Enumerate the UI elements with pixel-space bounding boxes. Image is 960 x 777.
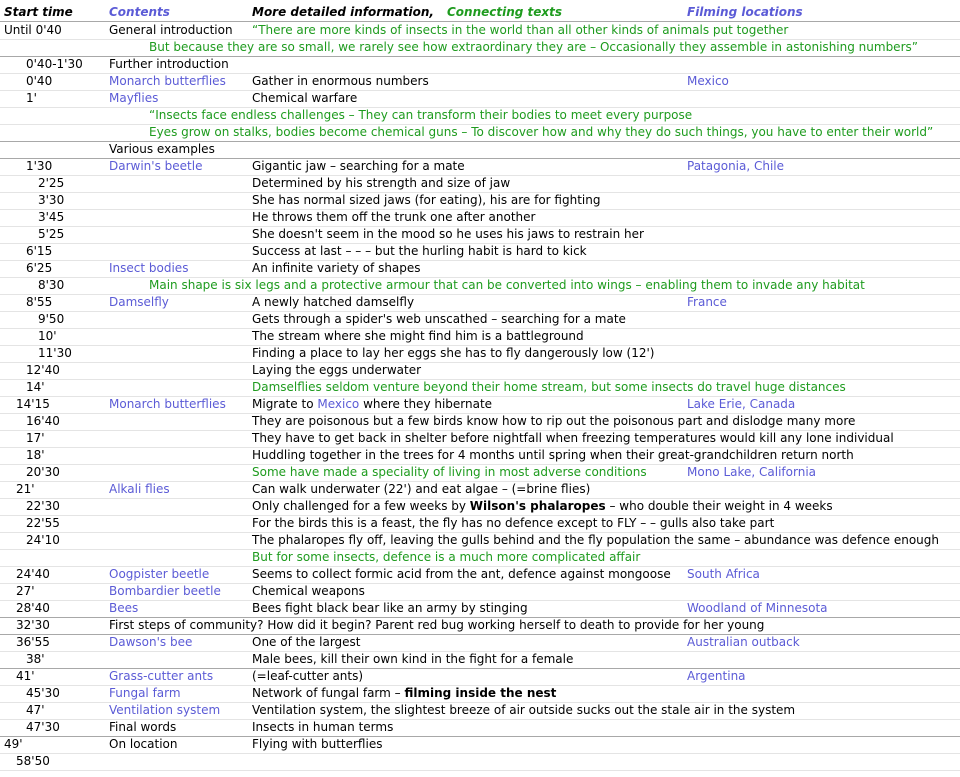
info-cell: Insects in human terms: [252, 720, 394, 734]
table-row: [0, 634, 960, 652]
table-row: [0, 447, 960, 465]
contents-cell: Mayflies: [109, 91, 159, 105]
contents-cell: Fungal farm: [109, 686, 181, 700]
connecting-text-cell: Main shape is six legs and a protective armour that can be converted into wings – enabling them to invade any habitat: [149, 278, 865, 292]
table-row: [0, 736, 960, 754]
contents-cell: Damselfly: [109, 295, 169, 309]
info-location-word: Mexico: [317, 397, 360, 411]
info-cell: Success at last – – – but the hurling habit is hard to kick: [252, 244, 587, 258]
start-time-cell: 0'40: [26, 74, 53, 88]
info-text: – who double their weight in 4 weeks: [605, 499, 833, 513]
info-text: Only challenged for a few weeks by: [252, 499, 470, 513]
start-time-cell: 24'40: [16, 567, 50, 581]
start-time-cell: 17': [26, 431, 45, 445]
table-row: [0, 396, 960, 414]
start-time-cell: 10': [38, 329, 57, 343]
filming-location-cell: Lake Erie, Canada: [687, 397, 796, 411]
contents-cell: Insect bodies: [109, 261, 189, 275]
start-time-cell: 47'30: [26, 720, 60, 734]
filming-location-cell: Argentina: [687, 669, 746, 683]
table-row: [0, 702, 960, 720]
contents-cell: Various examples: [109, 142, 215, 156]
info-cell: [252, 498, 833, 515]
info-cell: Laying the eggs underwater: [252, 363, 422, 377]
start-time-cell: 1': [26, 91, 37, 105]
contents-cell: Bees: [109, 601, 139, 615]
table-row: [0, 719, 960, 737]
start-time-cell: 21': [16, 482, 35, 496]
info-cell: The stream where she might find him is a battleground: [252, 329, 584, 343]
contents-cell: Monarch butterflies: [109, 397, 226, 411]
start-time-cell: 6'15: [26, 244, 53, 258]
start-time-cell: 9'50: [38, 312, 65, 326]
contents-cell: Bombardier beetle: [109, 584, 221, 598]
header-filming-locations: Filming locations: [687, 5, 803, 19]
filming-location-cell: France: [687, 295, 727, 309]
contents-cell: Final words: [109, 720, 177, 734]
info-cell: Male bees, kill their own kind in the fight for a female: [252, 652, 574, 666]
info-cell: Damselflies seldom venture beyond their home stream, but some insects do travel huge distances: [252, 380, 846, 394]
start-time-cell: 38': [26, 652, 45, 666]
table-row: [0, 90, 960, 108]
start-time-cell: 14'15: [16, 397, 50, 411]
table-row: [0, 124, 960, 142]
connecting-text-cell: Eyes grow on stalks, bodies become chemical guns – To discover how and why they do such things, you have to enter their world”: [149, 125, 934, 139]
table-row: [0, 73, 960, 91]
info-cell: They have to get back in shelter before nightfall when freezing temperatures would kill any lone individual: [252, 431, 894, 445]
start-time-cell: 11'30: [38, 346, 72, 360]
start-time-cell: 16'40: [26, 414, 60, 428]
info-cell: Can walk underwater (22') and eat algae – (=brine flies): [252, 482, 591, 496]
info-cell: Seems to collect formic acid from the ant, defence against mongoose: [252, 567, 671, 581]
table-row: [0, 413, 960, 431]
table-row: [0, 617, 960, 635]
table-row: [0, 192, 960, 210]
info-cell: For the birds this is a feast, the fly has no defence except to FLY – – gulls also take part: [252, 516, 775, 530]
info-cell: [252, 396, 492, 413]
contents-cell: Dawson's bee: [109, 635, 193, 649]
table-row: [0, 243, 960, 261]
start-time-cell: 49': [4, 737, 23, 751]
table-row: [0, 107, 960, 125]
info-cell: A newly hatched damselfly: [252, 295, 415, 309]
start-time-cell: 24'10: [26, 533, 60, 547]
start-time-cell: 14': [26, 380, 45, 394]
start-time-cell: 18': [26, 448, 45, 462]
info-cell: The phalaropes fly off, leaving the gulls behind and the fly population the same – abundance was defence enough: [252, 533, 939, 547]
table-row: [0, 515, 960, 533]
info-cell: Chemical warfare: [252, 91, 358, 105]
table-row: [0, 22, 960, 40]
info-cell: She doesn't seem in the mood so he uses his jaws to restrain her: [252, 227, 644, 241]
info-cell: An infinite variety of shapes: [252, 261, 421, 275]
info-cell: Some have made a speciality of living in most adverse conditions: [252, 465, 647, 479]
table-row: [0, 651, 960, 669]
table-row: [0, 260, 960, 278]
start-time-cell: 12'40: [26, 363, 60, 377]
start-time-cell: 27': [16, 584, 35, 598]
start-time-cell: 1'30: [26, 159, 53, 173]
filming-location-cell: South Africa: [687, 567, 760, 581]
table-row: [0, 294, 960, 312]
info-cell: Ventilation system, the slightest breeze of air outside sucks out the stale air in the system: [252, 703, 796, 717]
info-text: where they hibernate: [359, 397, 493, 411]
header-row: [0, 4, 960, 22]
contents-cell: Grass-cutter ants: [109, 669, 214, 683]
table-row: [0, 311, 960, 329]
start-time-cell: 28'40: [16, 601, 50, 615]
header-connecting-texts: Connecting texts: [447, 5, 563, 19]
info-text: Network of fungal farm –: [252, 686, 405, 700]
start-time-cell: 3'45: [38, 210, 65, 224]
start-time-cell: 20'30: [26, 465, 60, 479]
contents-cell: Oogpister beetle: [109, 567, 210, 581]
info-cell: Determined by his strength and size of jaw: [252, 176, 511, 190]
info-cell: Bees fight black bear like an army by stinging: [252, 601, 528, 615]
table-row: [0, 175, 960, 193]
filming-location-cell: Australian outback: [687, 635, 800, 649]
connecting-text-cell: “Insects face endless challenges – They can transform their bodies to meet every purpose: [149, 108, 693, 122]
table-row: [0, 141, 960, 159]
contents-cell: Alkali flies: [109, 482, 170, 496]
start-time-cell: 5'25: [38, 227, 65, 241]
start-time-cell: 32'30: [16, 618, 50, 632]
info-cell: Huddling together in the trees for 4 months until spring when their great-grandchildren return north: [252, 448, 854, 462]
contents-cell: Ventilation system: [109, 703, 221, 717]
connecting-text-cell: But because they are so small, we rarely see how extraordinary they are – Occasionally they assemble in astonishing numbers”: [149, 40, 918, 54]
info-cell: “There are more kinds of insects in the world than all other kinds of animals put together: [252, 23, 789, 37]
start-time-cell: 8'30: [38, 278, 65, 292]
header-start-time: Start time: [4, 5, 73, 19]
table-row: [0, 430, 960, 448]
filming-location-cell: Woodland of Minnesota: [687, 601, 828, 615]
start-time-cell: 36'55: [16, 635, 50, 649]
info-cell: They are poisonous but a few birds know how to rip out the poisonous part and dislodge many more: [252, 414, 856, 428]
table-row: [0, 498, 960, 516]
info-cell: Chemical weapons: [252, 584, 365, 598]
info-bold-text: Wilson's phalaropes: [469, 499, 606, 513]
table-row: [0, 481, 960, 499]
table-row: [0, 277, 960, 295]
contents-cell: First steps of community? How did it begin? Parent red bug working herself to death to provide for her young: [109, 618, 765, 632]
info-bold-text: filming inside the nest: [404, 686, 557, 700]
table-row: [0, 379, 960, 397]
info-cell: Finding a place to lay her eggs she has to fly dangerously low (12'): [252, 346, 655, 360]
filming-location-cell: Mexico: [687, 74, 729, 88]
info-cell: (=leaf-cutter ants): [252, 669, 364, 683]
start-time-cell: 22'55: [26, 516, 60, 530]
info-cell: Gets through a spider's web unscathed – searching for a mate: [252, 312, 626, 326]
table-row: [0, 56, 960, 74]
start-time-cell: 47': [26, 703, 45, 717]
table-row: [0, 328, 960, 346]
filming-location-cell: Mono Lake, California: [687, 465, 817, 479]
start-time-cell: 3'30: [38, 193, 65, 207]
table-row: [0, 753, 960, 771]
info-cell: He throws them off the trunk one after another: [252, 210, 536, 224]
filming-location-cell: Patagonia, Chile: [687, 159, 785, 173]
contents-cell: Darwin's beetle: [109, 159, 203, 173]
info-cell: She has normal sized jaws (for eating), his are for fighting: [252, 193, 601, 207]
table-row: [0, 362, 960, 380]
table-row: [0, 158, 960, 176]
start-time-cell: 45'30: [26, 686, 60, 700]
info-cell: Flying with butterflies: [252, 737, 383, 751]
table-row: [0, 209, 960, 227]
info-cell: Gather in enormous numbers: [252, 74, 429, 88]
start-time-cell: 0'40-1'30: [26, 57, 83, 71]
start-time-cell: 6'25: [26, 261, 53, 275]
table-row: [0, 226, 960, 244]
info-text: Migrate to: [252, 397, 318, 411]
info-cell: One of the largest: [252, 635, 361, 649]
table-row: [0, 600, 960, 618]
table-row: [0, 583, 960, 601]
contents-cell: Further introduction: [109, 57, 229, 71]
table-row: [0, 39, 960, 57]
contents-cell: Monarch butterflies: [109, 74, 226, 88]
contents-cell: On location: [109, 737, 178, 751]
start-time-cell: 8'55: [26, 295, 53, 309]
start-time-cell: 58'50: [16, 754, 50, 768]
info-cell: Gigantic jaw – searching for a mate: [252, 159, 465, 173]
table-row: [0, 668, 960, 686]
header-contents: Contents: [109, 5, 170, 19]
info-cell: [252, 685, 556, 702]
table-row: [0, 549, 960, 567]
header-more-info: More detailed information,: [252, 5, 434, 19]
table-row: [0, 345, 960, 363]
start-time-cell: 41': [16, 669, 35, 683]
start-time-cell: 2'25: [38, 176, 65, 190]
start-time-cell: Until 0'40: [4, 23, 62, 37]
table-row: [0, 464, 960, 482]
table-row: [0, 566, 960, 584]
table-row: [0, 685, 960, 703]
contents-cell: General introduction: [109, 23, 233, 37]
table-row: [0, 532, 960, 550]
start-time-cell: 22'30: [26, 499, 60, 513]
info-cell: But for some insects, defence is a much more complicated affair: [252, 550, 641, 564]
